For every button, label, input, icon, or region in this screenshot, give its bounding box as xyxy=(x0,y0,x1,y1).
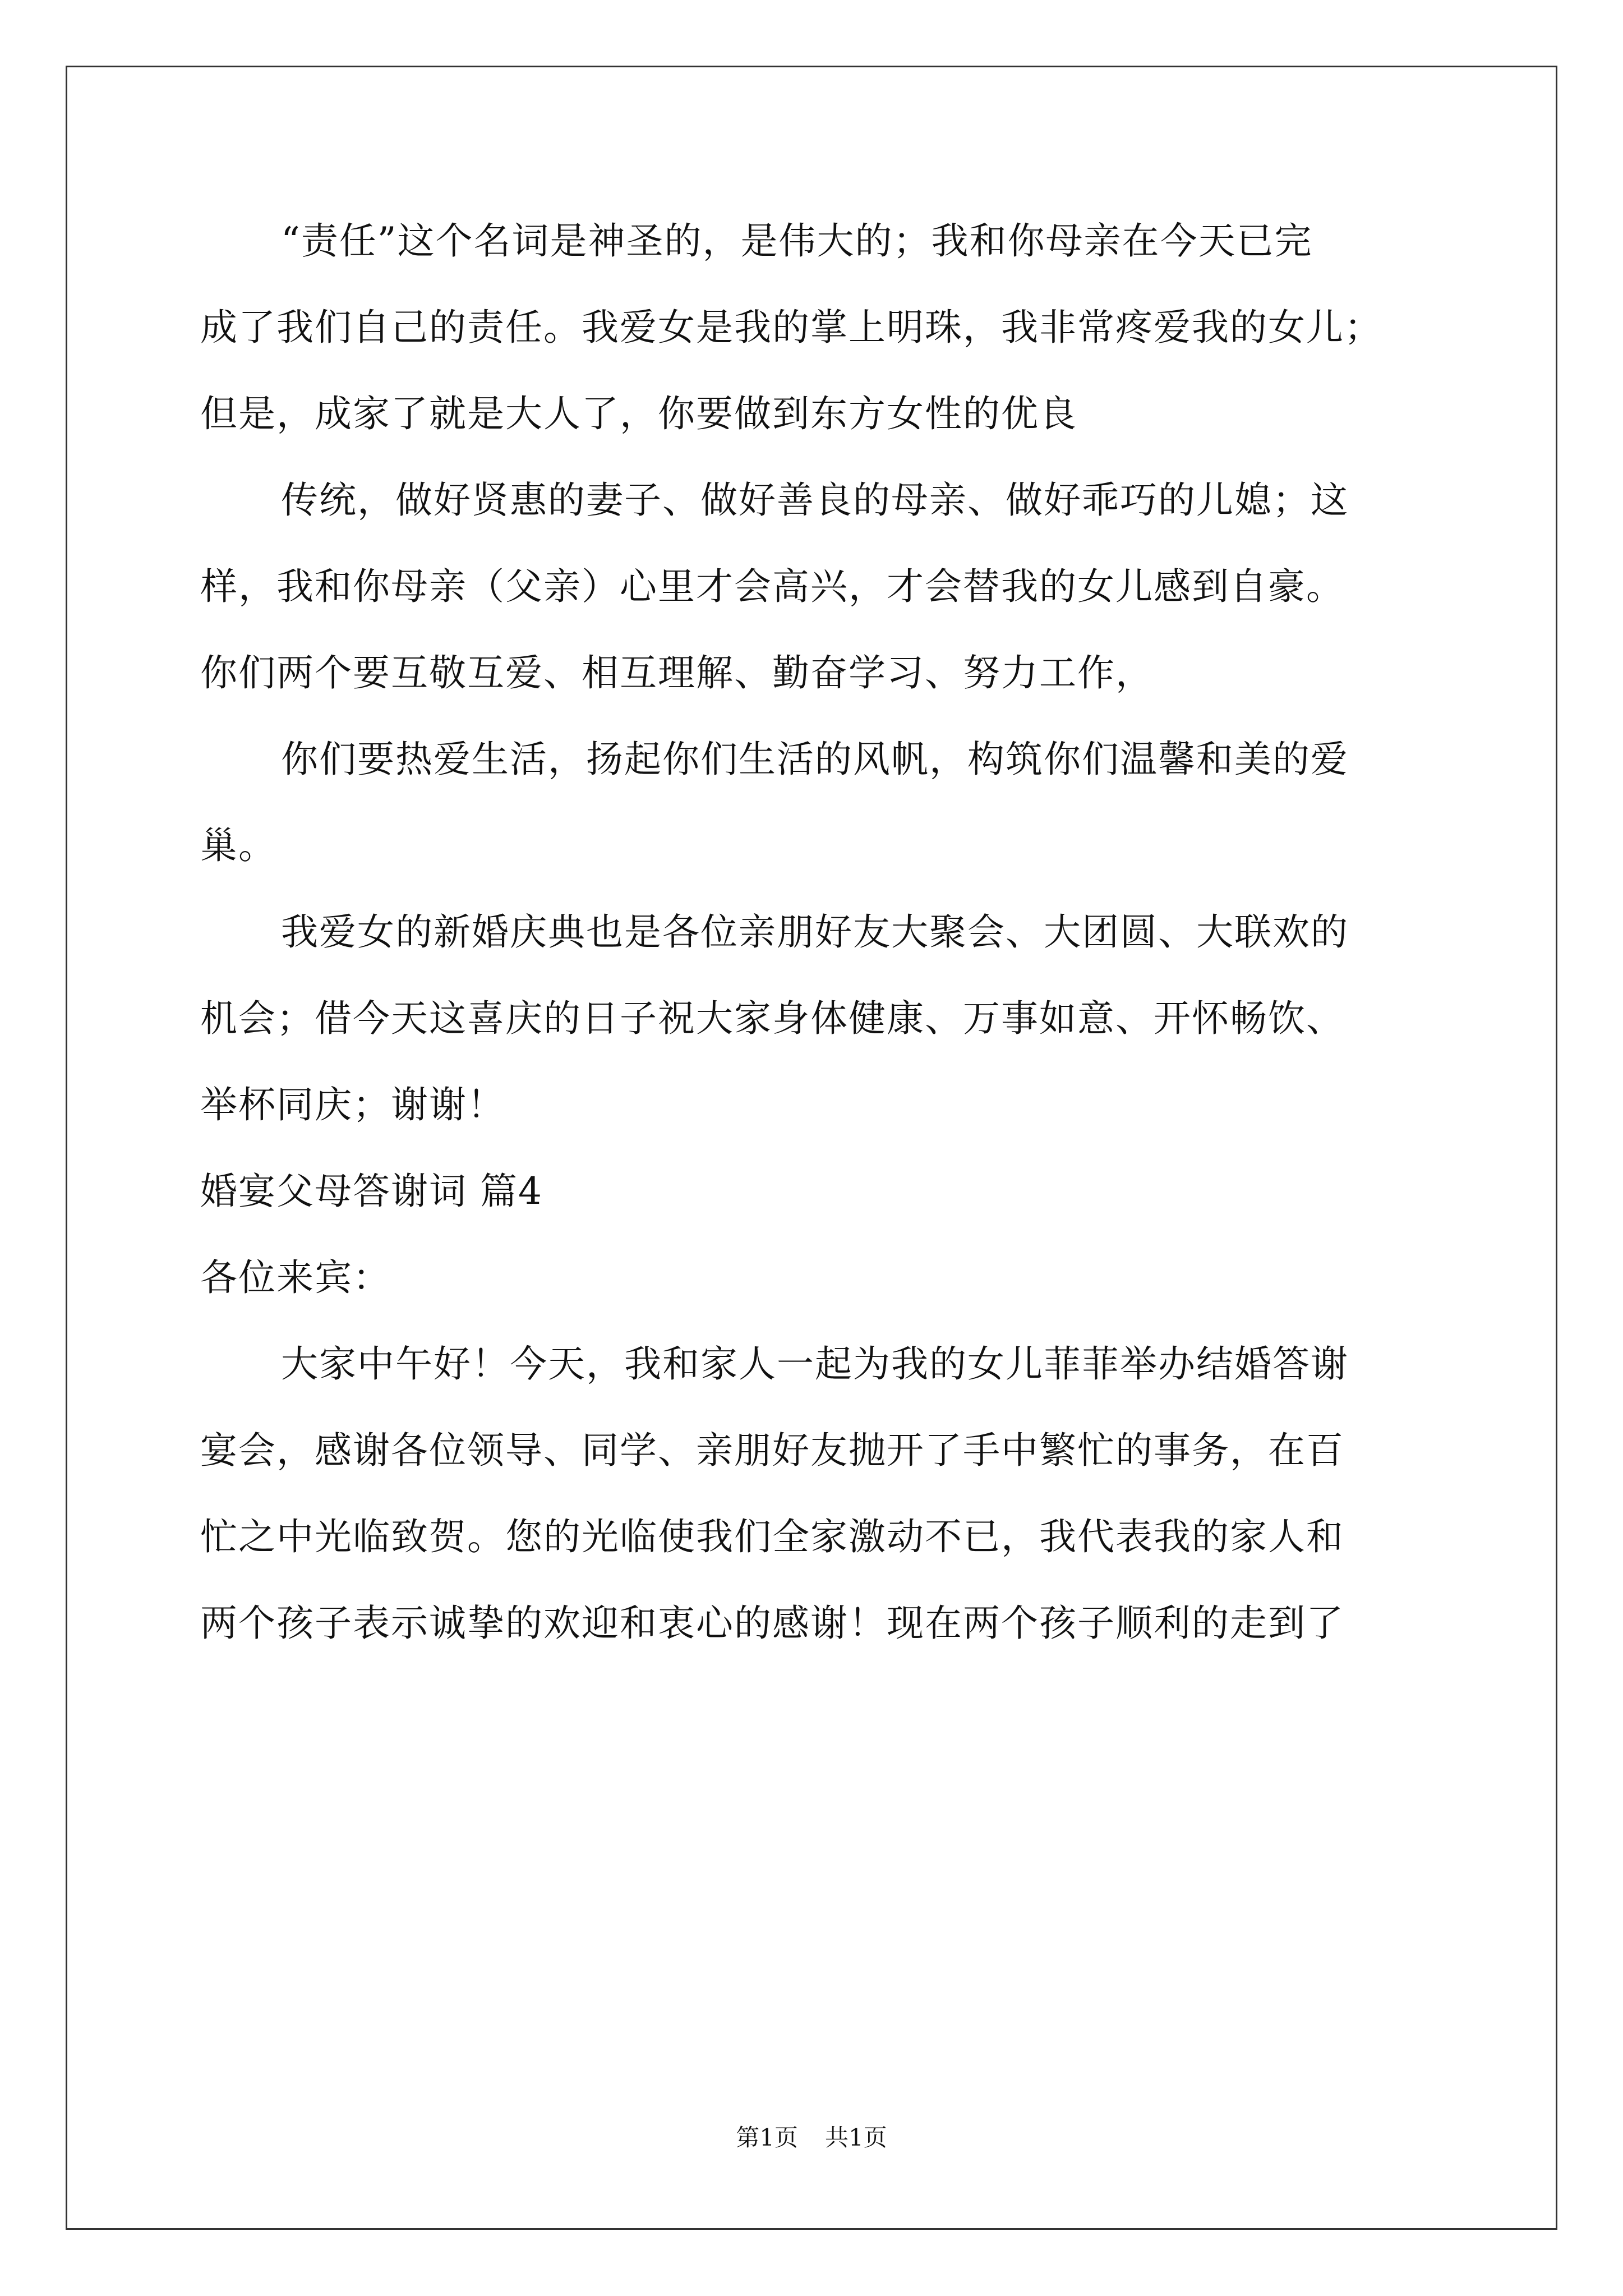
text-line: 样，我和你母亲（父亲）心里才会高兴，才会替我的女儿感到自豪。 xyxy=(200,565,1344,608)
text-line: 你们要热爱生活，扬起你们生活的风帆，构筑你们温馨和美的爱 xyxy=(281,738,1349,781)
text-line: 成了我们自己的责任。我爱女是我的掌上明珠，我非常疼爱我的女儿； xyxy=(200,306,1382,349)
text-line: 机会；借今天这喜庆的日子祝大家身体健康、万事如意、开怀畅饮、 xyxy=(200,997,1344,1040)
section-heading: 婚宴父母答谢词 篇4 xyxy=(200,1170,543,1213)
page-frame xyxy=(66,66,1557,2230)
text-line: 两个孩子表示诚挚的欢迎和衷心的感谢！现在两个孩子顺利的走到了 xyxy=(200,1602,1344,1645)
page-footer xyxy=(0,2124,1623,2152)
text-line: 我爱女的新婚庆典也是各位亲朋好友大聚会、大团圆、大联欢的 xyxy=(281,910,1349,954)
text-line: 举杯同庆；谢谢！ xyxy=(200,1083,505,1126)
text-line: “责任”这个名词是神圣的，是伟大的；我和你母亲在今天已完 xyxy=(281,219,1313,263)
salutation: 各位来宾： xyxy=(200,1256,391,1299)
text-line: 但是，成家了就是大人了，你要做到东方女性的优良 xyxy=(200,392,1077,435)
text-line: 传统，做好贤惠的妻子、做好善良的母亲、做好乖巧的儿媳；这 xyxy=(281,478,1349,522)
text-line: 宴会，感谢各位领导、同学、亲朋好友抛开了手中繁忙的事务，在百 xyxy=(200,1429,1344,1472)
text-line: 大家中午好！今天，我和家人一起为我的女儿菲菲举办结婚答谢 xyxy=(281,1342,1349,1386)
text-line: 忙之中光临致贺。您的光临使我们全家激动不已，我代表我的家人和 xyxy=(200,1515,1344,1558)
page-total: 共1页 xyxy=(825,2124,887,2151)
text-line: 巢。 xyxy=(200,824,276,867)
text-line: 你们两个要互敬互爱、相互理解、勤奋学习、努力工作， xyxy=(200,651,1154,694)
page-number: 第1页 xyxy=(736,2124,798,2151)
